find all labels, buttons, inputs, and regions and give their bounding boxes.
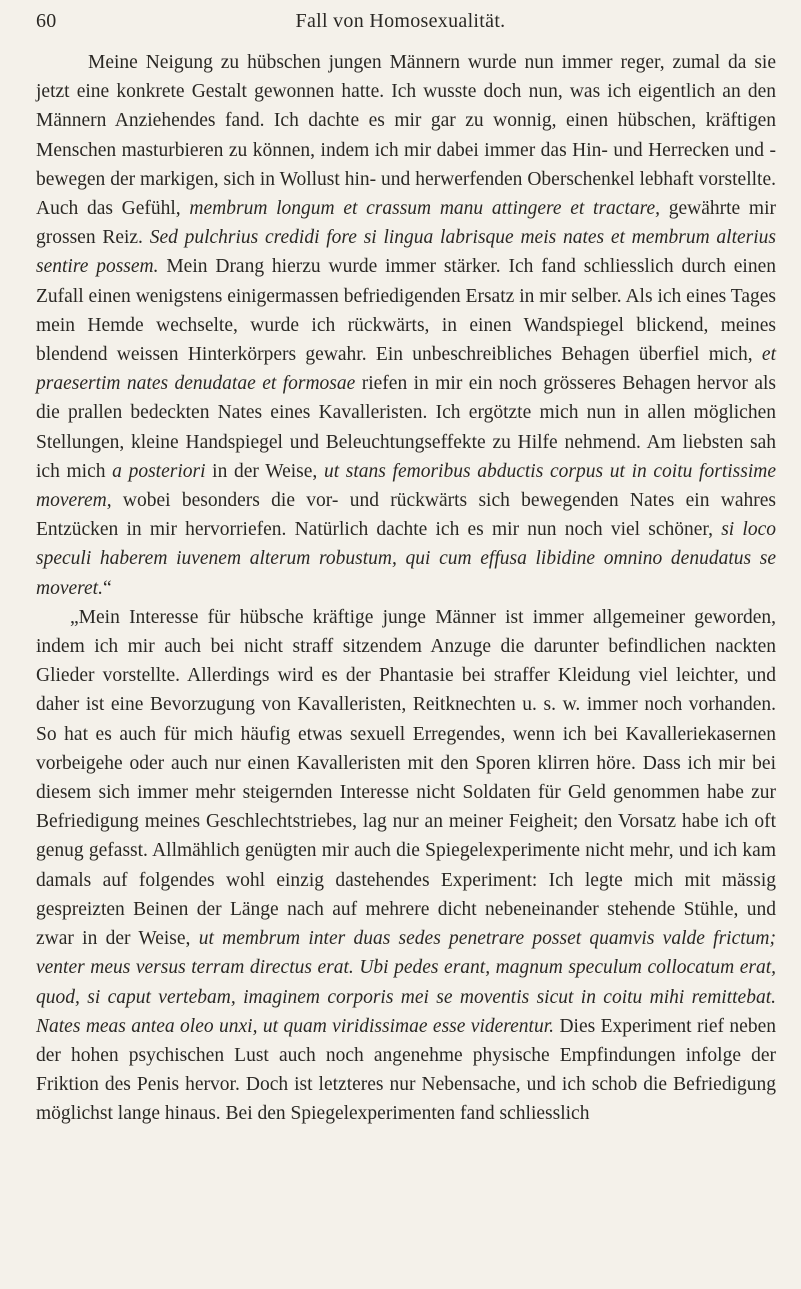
closing-quote: “: [102, 577, 112, 599]
latin-passage: si loco speculi haberem iuvenem alterum robustum, qui cum effusa libidine omnino denudatus se moveret.: [36, 519, 776, 599]
latin-passage: membrum longum et crassum manu attingere et tractare,: [189, 198, 661, 220]
text-run: wobei besonders die vor- und rückwärts sich bewegenden Nates ein wahres Entzücken in mir hervorriefen. Natürlich dachte ich es mir nun noch viel schöner,: [36, 490, 776, 541]
paragraph-2: [36, 603, 776, 1129]
text-run: riefen in mir ein noch grösseres Behagen hervor als die prallen bedeckten Nates eines Kavalleristen. Ich ergötzte mich nun in allen möglichen Stellungen, kleine Handspiegel und Beleuchtungseffekte zu Hilfe nehmend. Am liebsten sah ich mich: [36, 373, 777, 482]
text-run: „Mein Interesse für hübsche kräftige junge Männer ist immer allgemeiner geworden, indem ich mir auch bei nicht straff sitzendem Anzuge die darunter befindlichen nackten Glieder vorstellte. Allerdings wird es der Phantasie bei straffer Kleidung viel leichter, und daher ist eine Bevorzugung von Kavalleristen, Reitknechten u. s. w. immer noch vorhanden. So hat es auch für mich häufig etwas sexuell Erregendes, wenn ich bei Kavalleriekasernen vorbeigehe oder auch nur einen Kavalleristen mit den Sporen klirren höre. Dass ich mir bei diesem sich immer mehr steigernden Interesse nicht Soldaten für Geld genommen habe zur Befriedigung meines Geschlechtstriebes, lag nur an meiner Feigheit; den Vorsatz habe ich oft genug gefasst. Allmählich genügten mir auch die Spiegelexperimente nicht mehr, und ich kam damals auf folgendes wohl einzig dastehendes Experiment: Ich legte mich mit mässig gespreizten Beinen der Länge nach auf mehrere dicht nebeneinander stehende Stühle, und zwar in der Weise,: [36, 606, 776, 950]
latin-passage: Sed pulchrius credidi fore si lingua labrisque meis nates et membrum alterius sentire possem.: [36, 227, 776, 278]
text-run: Dies Experiment rief neben der hohen psychischen Lust auch noch angenehme physische Empfindungen infolge der Friktion des Penis hervor. Doch ist letzteres nur Nebensache, und ich schob die Befriedigung möglichst lange hinaus. Bei den Spiegelexperimenten fand schliesslich: [36, 1015, 776, 1125]
body-text: [36, 48, 776, 1129]
running-title: Fall von Homosexualität.: [295, 10, 506, 32]
latin-passage: ut stans femoribus abductis corpus ut in coitu fortissime moverem,: [36, 460, 776, 512]
page-number: 60: [36, 10, 57, 32]
paragraph-1: [36, 48, 776, 603]
page-header: [36, 10, 765, 44]
latin-passage: ut membrum inter duas sedes penetrare posset quamvis valde frictum; venter meus versus terram directus erat. Ubi pedes erant, magnum speculum collocatum erat, quod, si caput vertebam, imaginem corporis mei se moventis sicut in coitu mihi remittebat. Nates meas antea oleo unxi, ut quam viridissimae esse viderentur.: [36, 928, 776, 1037]
latin-passage: a posteriori: [112, 460, 206, 482]
text-run: Meine Neigung zu hübschen jungen Männern wurde nun immer reger, zumal da sie jetzt eine konkrete Gestalt gewonnen hatte. Ich wusste doch nun, was ich eigentlich an den Männern Anziehendes fand. Ich dachte es mir gar zu wonnig, einen hübschen, kräftigen Menschen masturbieren zu können, indem ich mir dabei immer das Hin- und Herrecken und -bewegen der markigen, sich in Wollust hin- und herwerfenden Oberschenkel lebhaft vorstellte. Auch das Gefühl,: [36, 52, 776, 220]
text-run: Mein Drang hierzu wurde immer stärker. Ich fand schliesslich durch einen Zufall einen wenigstens einigermassen befriedigenden Ersatz in mir selber. Als ich eines Tages mein Hemde wechselte, wurde ich rückwärts, in einen Wandspiegel blickend, meines blendend weissen Hinterkörpers gewahr. Ein unbeschreibliches Behagen überfiel mich,: [36, 256, 776, 366]
text-run: gewährte mir grossen Reiz.: [36, 198, 776, 249]
text-run: in der Weise,: [205, 460, 324, 482]
latin-passage: et praesertim nates denudatae et formosae: [36, 344, 776, 395]
